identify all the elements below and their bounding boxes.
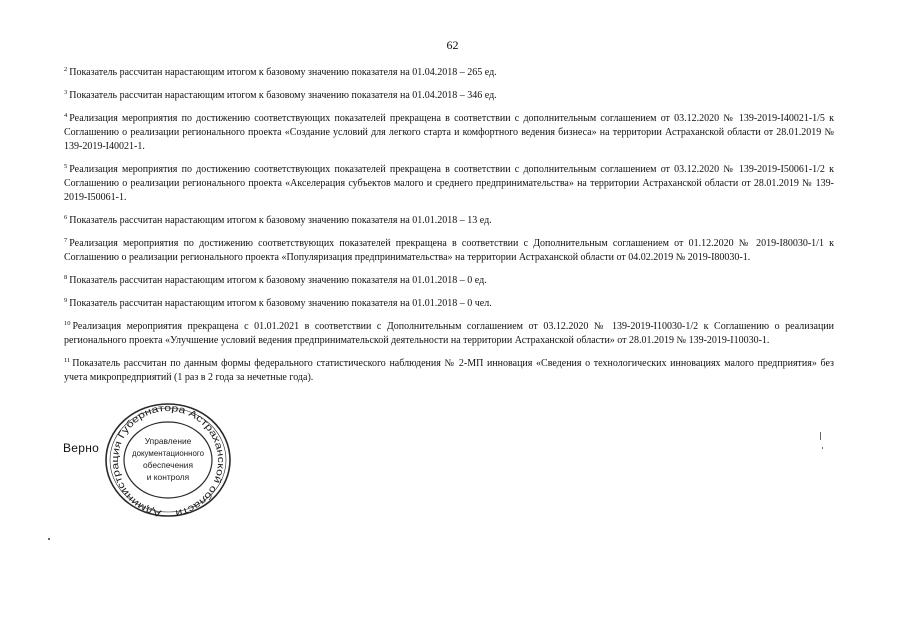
footnote-text: Реализация мероприятия по достижению соответствующих показателей прекращена в соответствии с дополнительным соглашением от 03.12.2020 № 139-2019-I40021-1/5 к Соглашению о реализации регионального проекта «Создание условий для легкого старта и комфортного ведения бизнеса» на территории Астраханской области от 28.01.2019 № 139-2019-I40021-1.: [64, 113, 834, 152]
footnote-marker: 8: [64, 274, 68, 281]
footnote-marker: 10: [64, 320, 71, 327]
footnote: [64, 237, 834, 265]
footnote: [64, 89, 834, 103]
stamp-outer-text-path: Администрация Губернатора Астраханской области: [109, 402, 227, 518]
scan-mark: [48, 538, 50, 540]
page-number: 62: [446, 38, 459, 52]
footnote-marker: 3: [64, 89, 68, 96]
footnote-marker: 5: [64, 163, 68, 170]
scan-mark: [822, 447, 823, 449]
footnote-marker: 4: [64, 112, 68, 119]
footnote: [64, 66, 834, 80]
footnote-marker: 6: [64, 214, 68, 221]
footnote-marker: 7: [64, 237, 68, 244]
footnote-text: Показатель рассчитан нарастающим итогом к базовому значению показателя на 01.04.2018 – 346 ед.: [69, 90, 497, 101]
footnotes-list: [64, 66, 834, 394]
footnote: [64, 214, 834, 228]
certification-label: Верно: [63, 441, 100, 455]
footnote-text: Показатель рассчитан по данным формы федерального статистического наблюдения № 2-МП инновация «Сведения о технологических инновациях малого предприятия» без учета микропредприятий (1 раз в 2 года за нечетные года).: [64, 358, 834, 383]
footnote-marker: 11: [64, 357, 71, 364]
footnote-text: Показатель рассчитан нарастающим итогом к базовому значению показателя на 01.04.2018 – 265 ед.: [69, 67, 497, 78]
stamp-inner-line: Управление: [144, 436, 192, 446]
footnote-text: Реализация мероприятия по достижению соответствующих показателей прекращена в соответствии с Дополнительным соглашением от 01.12.2020 № 2019-I80030-1/1 к Соглашению о реализации регионального проекта «Популяризация предпринимательства» на территории Астраханской области от 04.02.2019 № 2019-I80030-1.: [64, 238, 834, 263]
footnote: [64, 320, 834, 348]
footnote-text: Показатель рассчитан нарастающим итогом к базовому значению показателя на 01.01.2018 – 0 чел.: [69, 298, 492, 309]
stamp-inner-line: документационного: [132, 448, 205, 458]
footnote-marker: 2: [64, 66, 68, 73]
footnote: [64, 112, 834, 154]
footnote: [64, 274, 834, 288]
stamp-inner-line: обеспечения: [143, 460, 193, 470]
footnote-text: Реализация мероприятия по достижению соответствующих показателей прекращена в соответствии с дополнительным соглашением от 03.12.2020 № 139-2019-I50061-1/2 к Соглашению о реализации регионального проекта «Акселерация субъектов малого и среднего предпринимательства» на территории Астраханской области от 28.01.2019 № 139-2019-I50061-1.: [64, 164, 834, 203]
official-seal-stamp: [102, 400, 234, 518]
scan-mark: [820, 432, 821, 440]
footnote: [64, 297, 834, 311]
stamp-inner-line: и контроля: [146, 472, 190, 482]
footnote-text: Показатель рассчитан нарастающим итогом к базовому значению показателя на 01.01.2018 – 13 ед.: [69, 215, 492, 226]
footnote-text: Показатель рассчитан нарастающим итогом к базовому значению показателя на 01.01.2018 – 0 ед.: [69, 275, 487, 286]
footnote-marker: 9: [64, 297, 68, 304]
footnote: [64, 163, 834, 205]
footnote-text: Реализация мероприятия прекращена с 01.01.2021 в соответствии с Дополнительным соглашением от 03.12.2020 № 139-2019-I10030-1/2 к Соглашению о реализации регионального проекта «Улучшение условий ведения предпринимательской деятельности на территории Астраханской области» от 28.01.2019 № 139-2019-I10030-1.: [64, 321, 834, 346]
footnote: [64, 357, 834, 385]
